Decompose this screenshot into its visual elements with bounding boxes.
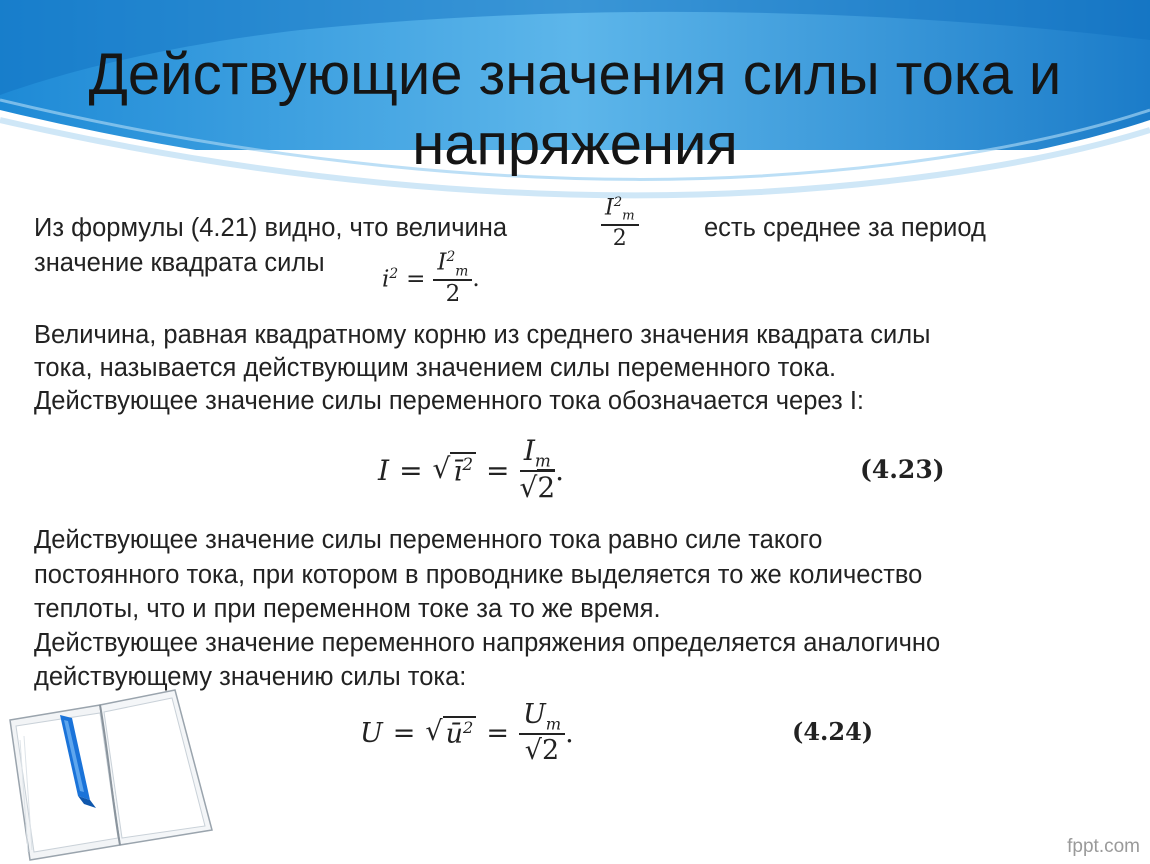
para3-line3: теплоты, что и при переменном токе за то же время. xyxy=(34,595,661,623)
formula-424-lhs: U xyxy=(360,717,383,749)
formula-424-rad-sup: 2 xyxy=(463,718,474,738)
para3-line4: Действующее значение переменного напряжения определяется аналогично xyxy=(34,629,941,657)
formula-i2-num-sup: 2 xyxy=(446,249,456,265)
para2-line2: тока, называется действующим значением силы переменного тока. xyxy=(34,354,837,382)
para1-before: Из формулы (4.21) видно, что величина xyxy=(34,214,508,242)
open-book-icon xyxy=(0,680,220,864)
formula-423-end: . xyxy=(555,453,565,487)
inline-frac-den: 2 xyxy=(612,226,627,252)
formula-i-squared: $i^2$ = $\frac{I^2_m}{2}$ . xyxy=(382,249,480,308)
footer-watermark: fppt.com xyxy=(1067,836,1140,857)
formula-i2-num: I xyxy=(437,249,447,276)
equation-number-4-23: (4.23) xyxy=(860,455,945,484)
formula-424-end: . xyxy=(565,717,574,749)
formula-i2-end: . xyxy=(472,265,480,292)
formula-i2-den: 2 xyxy=(445,281,461,308)
inline-frac-num: I xyxy=(605,195,614,221)
formula-424-num-sub: m xyxy=(545,714,562,734)
inline-fraction xyxy=(601,196,639,252)
para3-line1: Действующее значение силы переменного тока равно силе такого xyxy=(34,526,823,554)
formula-424-den: 2 xyxy=(542,735,560,767)
formula-i2-lhs: i xyxy=(382,266,390,293)
formula-424-fraction: $\frac{U_m}{√2}$ xyxy=(519,700,565,766)
formula-423-num-sub: m xyxy=(534,450,551,471)
formula-423-fraction: $\frac{I_m}{√2}$ xyxy=(519,434,556,505)
page-title: Действующие значения силы тока и напряжения xyxy=(88,42,1062,177)
inline-fraction-body xyxy=(601,196,639,252)
formula-423-lhs: I xyxy=(378,453,390,487)
formula-423-sqrt: √ $ī^2$ xyxy=(433,452,477,487)
para1-after: есть среднее за период xyxy=(704,214,986,242)
formula-424-rad: ū xyxy=(445,719,463,751)
para2-line1: Величина, равная квадратному корню из среднего значения квадрата силы xyxy=(34,321,931,349)
formula-423-rad-sup: 2 xyxy=(462,454,474,475)
formula-424-num: U xyxy=(522,699,546,730)
para2-line3: Действующее значение силы переменного тока обозначается через I: xyxy=(34,387,864,415)
formula-423-rad: ī xyxy=(453,454,463,488)
formula-4-24: U = √ $ū^2$ = $\frac{U_m}{√2}$ . xyxy=(360,699,574,767)
formula-423-den: 2 xyxy=(537,471,556,505)
formula-i2-fraction xyxy=(433,250,472,308)
inline-frac-sub: m xyxy=(622,208,635,224)
formula-4-23: I = √ $ī^2$ = $\frac{I_m}{√2}$ . xyxy=(378,434,565,505)
para1-line2: значение квадрата силы xyxy=(34,249,325,277)
formula-i2-num-sub: m xyxy=(455,263,469,280)
para1-line1 xyxy=(34,212,507,246)
inline-frac-sup: 2 xyxy=(613,195,623,210)
formula-424-sqrt: √ $ū^2$ xyxy=(425,716,476,750)
para3-line2: постоянного тока, при котором в проводнике выделяется то же количество xyxy=(34,561,923,589)
formula-i2-lhs-sup: 2 xyxy=(389,265,399,282)
formula-423-num: I xyxy=(523,434,535,467)
equation-number-4-24: (4.24) xyxy=(792,717,874,746)
para3-line5: действующему значению силы тока: xyxy=(34,663,467,691)
